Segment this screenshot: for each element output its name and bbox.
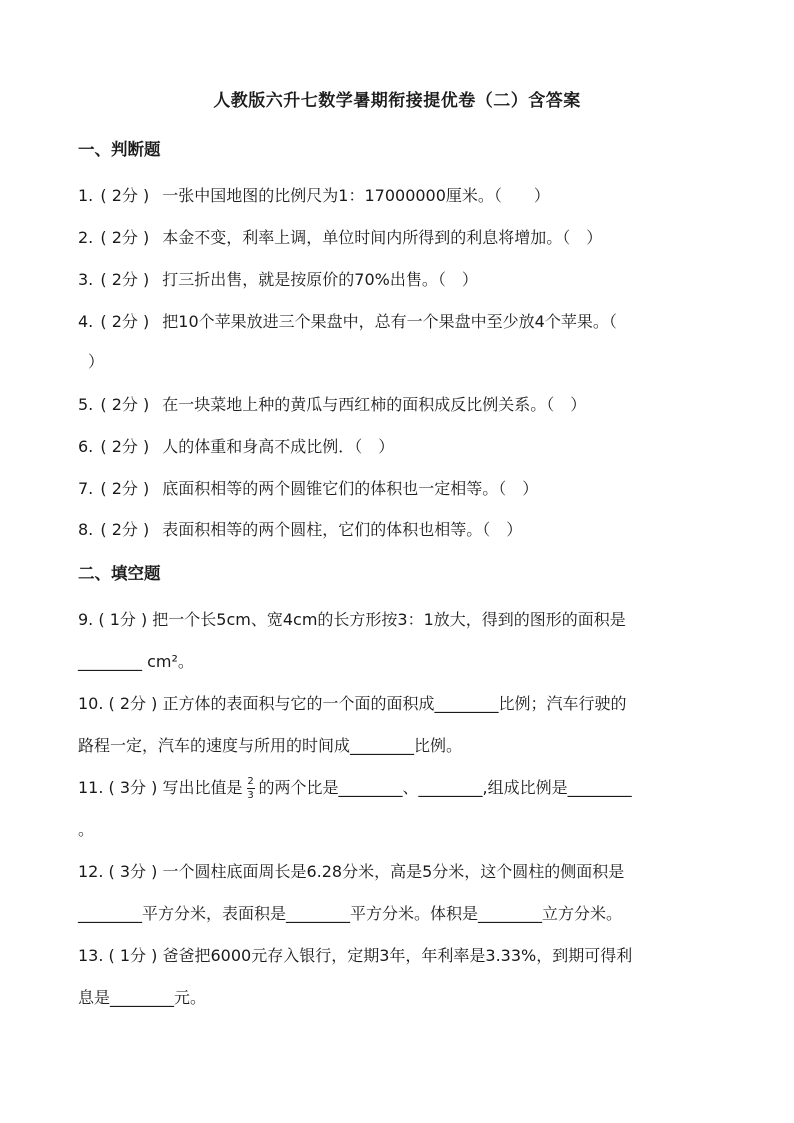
question-text-after-fraction: 的两个比是________、________,组成比例是________ xyxy=(258,778,632,797)
question-number: 13. xyxy=(78,946,104,965)
question-4 xyxy=(78,310,617,334)
question-score: ( 2分 ) xyxy=(108,694,158,713)
question-3 xyxy=(78,268,478,292)
question-number: 10. xyxy=(78,694,104,713)
question-5 xyxy=(78,393,586,417)
question-11-line2 xyxy=(78,818,94,842)
question-text: 一张中国地图的比例尺为1：17000000厘米。（ ） xyxy=(162,186,550,205)
question-10 xyxy=(78,692,627,716)
question-text: 在一块菜地上种的黄瓜与西红柿的面积成反比例关系。（ ） xyxy=(162,395,587,414)
question-text: 一个圆柱底面周长是6.28分米，高是5分米，这个圆柱的侧面积是 xyxy=(162,862,625,881)
question-score: ( 3分 ) xyxy=(108,862,158,881)
question-score: ( 1分 ) xyxy=(98,610,148,629)
section-heading-judge: 一、判断题 xyxy=(78,140,161,159)
question-2 xyxy=(78,226,602,250)
question-score: ( 2分 ) xyxy=(100,186,150,205)
question-score: ( 3分 ) xyxy=(108,778,158,797)
question-number: 1. xyxy=(78,186,94,205)
question-number: 6. xyxy=(78,437,94,456)
question-number: 9. xyxy=(78,610,94,629)
question-text: 正方体的表面积与它的一个面的面积成________比例；汽车行驶的 xyxy=(162,694,627,713)
question-number: 11. xyxy=(78,778,104,797)
fraction-numerator: 2 xyxy=(247,776,254,787)
question-4-continuation xyxy=(88,350,104,374)
question-score: ( 1分 ) xyxy=(108,946,158,965)
question-score: ( 2分 ) xyxy=(100,312,150,331)
question-number: 12. xyxy=(78,862,104,881)
question-number: 3. xyxy=(78,270,94,289)
question-number: 2. xyxy=(78,228,94,247)
question-6 xyxy=(78,435,394,459)
page-title: 人教版六升七数学暑期衔接提优卷（二）含答案 xyxy=(213,91,581,111)
question-8 xyxy=(78,518,522,542)
question-text: 写出比值是 xyxy=(162,778,243,797)
question-12-line2 xyxy=(78,902,622,926)
question-text: 人的体重和身高不成比例．（ ） xyxy=(162,437,395,456)
question-13-line2 xyxy=(78,986,206,1010)
question-text-continued: 。 xyxy=(78,820,95,839)
question-13 xyxy=(78,944,632,968)
question-score: ( 2分 ) xyxy=(100,437,150,456)
question-12 xyxy=(78,860,624,884)
question-text-continued: ） xyxy=(88,352,105,371)
question-10-line2 xyxy=(78,734,462,758)
question-9-line2 xyxy=(78,650,194,674)
question-text-continued: 路程一定，汽车的速度与所用的时间成________比例。 xyxy=(78,736,463,755)
question-score: ( 2分 ) xyxy=(100,270,150,289)
question-11 xyxy=(78,776,632,801)
fraction-denominator: 3 xyxy=(247,790,254,801)
question-text-continued: ________平方分米，表面积是________平方分米。体积是________立方分米。 xyxy=(78,904,623,923)
question-text: 爸爸把6000元存入银行，定期3年，年利率是3.33%，到期可得利 xyxy=(162,946,633,965)
question-text-continued: ________ cm²。 xyxy=(78,652,194,671)
fraction xyxy=(247,776,255,801)
question-number: 8. xyxy=(78,520,94,539)
question-score: ( 2分 ) xyxy=(100,228,150,247)
question-text-continued: 息是________元。 xyxy=(78,988,207,1007)
question-9 xyxy=(78,608,626,632)
question-text: 打三折出售，就是按原价的70%出售。（ ） xyxy=(162,270,478,289)
question-text: 本金不变，利率上调，单位时间内所得到的利息将增加。（ ） xyxy=(162,228,603,247)
question-number: 7. xyxy=(78,479,94,498)
question-text: 把一个长5cm、宽4cm的长方形按3：1放大，得到的图形的面积是 xyxy=(152,610,626,629)
question-1 xyxy=(78,184,550,208)
question-text: 表面积相等的两个圆柱，它们的体积也相等。（ ） xyxy=(162,520,523,539)
question-score: ( 2分 ) xyxy=(100,395,150,414)
question-number: 4. xyxy=(78,312,94,331)
question-number: 5. xyxy=(78,395,94,414)
section-heading-fill: 二、填空题 xyxy=(78,564,161,583)
question-score: ( 2分 ) xyxy=(100,520,150,539)
question-score: ( 2分 ) xyxy=(100,479,150,498)
fraction-bar xyxy=(247,788,255,789)
question-text: 底面积相等的两个圆锥它们的体积也一定相等。（ ） xyxy=(162,479,539,498)
question-7 xyxy=(78,477,538,501)
question-text: 把10个苹果放进三个果盘中，总有一个果盘中至少放4个苹果。（ xyxy=(162,312,617,331)
